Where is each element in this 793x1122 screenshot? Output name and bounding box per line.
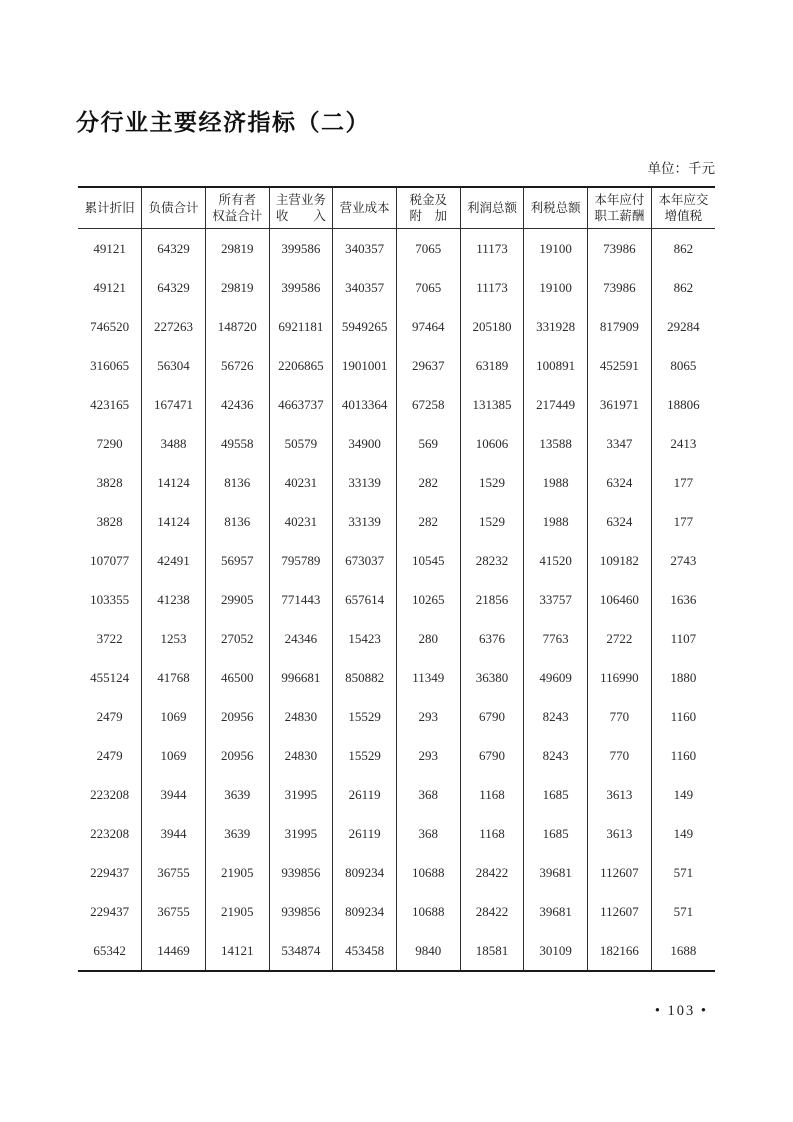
table-cell: 8243	[524, 697, 588, 736]
table-cell: 11173	[460, 268, 524, 307]
table-cell: 1685	[524, 814, 588, 853]
table-cell: 14469	[142, 931, 206, 971]
table-cell: 26119	[333, 775, 397, 814]
table-cell: 149	[651, 775, 715, 814]
table-cell: 2722	[588, 619, 652, 658]
table-row	[78, 424, 715, 463]
table-cell: 24346	[269, 619, 333, 658]
table-cell: 569	[396, 424, 460, 463]
table-cell: 100891	[524, 346, 588, 385]
table-row	[78, 463, 715, 502]
table-cell: 36755	[142, 892, 206, 931]
table-cell: 49609	[524, 658, 588, 697]
table-cell: 1529	[460, 502, 524, 541]
column-header: 营业成本	[333, 187, 397, 229]
table-cell: 34900	[333, 424, 397, 463]
table-cell: 6376	[460, 619, 524, 658]
table-cell: 280	[396, 619, 460, 658]
table-cell: 14124	[142, 463, 206, 502]
table-cell: 49121	[78, 229, 142, 269]
table-cell: 56304	[142, 346, 206, 385]
table-cell: 1685	[524, 775, 588, 814]
table-cell: 939856	[269, 892, 333, 931]
header-row	[78, 187, 715, 229]
table-cell: 8136	[205, 502, 269, 541]
table-row	[78, 580, 715, 619]
table-cell: 368	[396, 814, 460, 853]
table-cell: 1988	[524, 463, 588, 502]
table-cell: 28422	[460, 853, 524, 892]
table-cell: 24830	[269, 736, 333, 775]
column-header: 利润总额	[460, 187, 524, 229]
table-cell: 6921181	[269, 307, 333, 346]
table-cell: 26119	[333, 814, 397, 853]
table-cell: 2413	[651, 424, 715, 463]
table-row	[78, 307, 715, 346]
table-cell: 657614	[333, 580, 397, 619]
table-cell: 19100	[524, 229, 588, 269]
table-cell: 7290	[78, 424, 142, 463]
table-cell: 1688	[651, 931, 715, 971]
table-cell: 14124	[142, 502, 206, 541]
table-cell: 39681	[524, 892, 588, 931]
column-header: 负债合计	[142, 187, 206, 229]
table-cell: 3722	[78, 619, 142, 658]
table-row	[78, 541, 715, 580]
table-cell: 6324	[588, 502, 652, 541]
table-cell: 996681	[269, 658, 333, 697]
table-cell: 106460	[588, 580, 652, 619]
table-cell: 33757	[524, 580, 588, 619]
table-cell: 217449	[524, 385, 588, 424]
table-cell: 149	[651, 814, 715, 853]
table-cell: 73986	[588, 229, 652, 269]
table-cell: 862	[651, 268, 715, 307]
table-cell: 10265	[396, 580, 460, 619]
table-cell: 42436	[205, 385, 269, 424]
table-cell: 116990	[588, 658, 652, 697]
table-cell: 3944	[142, 814, 206, 853]
table-cell: 229437	[78, 892, 142, 931]
table-cell: 340357	[333, 229, 397, 269]
table-cell: 36755	[142, 853, 206, 892]
table-cell: 227263	[142, 307, 206, 346]
table-cell: 361971	[588, 385, 652, 424]
table-cell: 1529	[460, 463, 524, 502]
table-cell: 97464	[396, 307, 460, 346]
table-cell: 223208	[78, 814, 142, 853]
table-cell: 2743	[651, 541, 715, 580]
table-cell: 10688	[396, 853, 460, 892]
table-cell: 167471	[142, 385, 206, 424]
table-cell: 673037	[333, 541, 397, 580]
table-cell: 571	[651, 853, 715, 892]
table-cell: 862	[651, 229, 715, 269]
table-cell: 809234	[333, 853, 397, 892]
table-cell: 770	[588, 736, 652, 775]
table-cell: 293	[396, 736, 460, 775]
table-cell: 3828	[78, 502, 142, 541]
table-row	[78, 814, 715, 853]
table-cell: 8243	[524, 736, 588, 775]
table-cell: 15529	[333, 697, 397, 736]
table-body	[78, 229, 715, 972]
indicators-table	[78, 186, 715, 972]
table-header	[78, 187, 715, 229]
table-cell: 331928	[524, 307, 588, 346]
column-header: 累计折旧	[78, 187, 142, 229]
table-cell: 746520	[78, 307, 142, 346]
table-cell: 103355	[78, 580, 142, 619]
table-cell: 1160	[651, 697, 715, 736]
table-cell: 4013364	[333, 385, 397, 424]
table-cell: 340357	[333, 268, 397, 307]
table-row	[78, 736, 715, 775]
column-header: 主营业务 收 入	[269, 187, 333, 229]
table-cell: 148720	[205, 307, 269, 346]
table-cell: 29637	[396, 346, 460, 385]
table-cell: 24830	[269, 697, 333, 736]
table-cell: 3828	[78, 463, 142, 502]
table-cell: 809234	[333, 892, 397, 931]
table-cell: 453458	[333, 931, 397, 971]
table-cell: 21856	[460, 580, 524, 619]
table-cell: 2479	[78, 697, 142, 736]
table-cell: 56957	[205, 541, 269, 580]
table-cell: 64329	[142, 268, 206, 307]
table-cell: 2206865	[269, 346, 333, 385]
table-cell: 771443	[269, 580, 333, 619]
table-cell: 1069	[142, 736, 206, 775]
table-cell: 4663737	[269, 385, 333, 424]
table-cell: 65342	[78, 931, 142, 971]
table-cell: 8065	[651, 346, 715, 385]
table-cell: 29819	[205, 268, 269, 307]
table-cell: 316065	[78, 346, 142, 385]
table-cell: 3613	[588, 814, 652, 853]
table-cell: 11349	[396, 658, 460, 697]
table-cell: 40231	[269, 502, 333, 541]
column-header: 税金及 附 加	[396, 187, 460, 229]
table-cell: 1069	[142, 697, 206, 736]
table-cell: 27052	[205, 619, 269, 658]
table-cell: 107077	[78, 541, 142, 580]
column-header: 本年应付 职工薪酬	[588, 187, 652, 229]
table-cell: 30109	[524, 931, 588, 971]
table-cell: 1988	[524, 502, 588, 541]
table-cell: 50579	[269, 424, 333, 463]
table-cell: 28232	[460, 541, 524, 580]
table-cell: 293	[396, 697, 460, 736]
table-cell: 368	[396, 775, 460, 814]
table-cell: 14121	[205, 931, 269, 971]
table-cell: 10545	[396, 541, 460, 580]
table-row	[78, 775, 715, 814]
table-cell: 9840	[396, 931, 460, 971]
table-cell: 33139	[333, 502, 397, 541]
table-cell: 1253	[142, 619, 206, 658]
table-cell: 40231	[269, 463, 333, 502]
table-cell: 20956	[205, 697, 269, 736]
table-cell: 33139	[333, 463, 397, 502]
table-cell: 399586	[269, 268, 333, 307]
table-cell: 182166	[588, 931, 652, 971]
table-cell: 49558	[205, 424, 269, 463]
table-row	[78, 346, 715, 385]
table-cell: 3639	[205, 814, 269, 853]
table-cell: 41768	[142, 658, 206, 697]
table-row	[78, 268, 715, 307]
table-cell: 817909	[588, 307, 652, 346]
table-cell: 399586	[269, 229, 333, 269]
table-cell: 10688	[396, 892, 460, 931]
table-cell: 46500	[205, 658, 269, 697]
table-cell: 6790	[460, 697, 524, 736]
page-number: • 103 •	[654, 1003, 708, 1019]
page-title: 分行业主要经济指标（二）	[76, 110, 370, 135]
table-cell: 455124	[78, 658, 142, 697]
table-cell: 18806	[651, 385, 715, 424]
table-row	[78, 619, 715, 658]
table-cell: 31995	[269, 814, 333, 853]
table-cell: 41520	[524, 541, 588, 580]
table-cell: 29905	[205, 580, 269, 619]
table-cell: 41238	[142, 580, 206, 619]
table-cell: 1901001	[333, 346, 397, 385]
table-cell: 534874	[269, 931, 333, 971]
table-cell: 112607	[588, 853, 652, 892]
table-cell: 3613	[588, 775, 652, 814]
table-cell: 11173	[460, 229, 524, 269]
table-cell: 6324	[588, 463, 652, 502]
table-cell: 29819	[205, 229, 269, 269]
table-row	[78, 931, 715, 971]
table-cell: 67258	[396, 385, 460, 424]
table-cell: 3488	[142, 424, 206, 463]
table-cell: 7065	[396, 268, 460, 307]
table-cell: 5949265	[333, 307, 397, 346]
table-row	[78, 385, 715, 424]
table-cell: 223208	[78, 775, 142, 814]
table-cell: 15529	[333, 736, 397, 775]
table-cell: 939856	[269, 853, 333, 892]
table-cell: 28422	[460, 892, 524, 931]
table-cell: 452591	[588, 346, 652, 385]
table-cell: 2479	[78, 736, 142, 775]
table-cell: 15423	[333, 619, 397, 658]
table-cell: 63189	[460, 346, 524, 385]
table-cell: 112607	[588, 892, 652, 931]
table-row	[78, 892, 715, 931]
table-cell: 20956	[205, 736, 269, 775]
table-cell: 1168	[460, 814, 524, 853]
table-cell: 177	[651, 502, 715, 541]
table-cell: 18581	[460, 931, 524, 971]
table-cell: 3347	[588, 424, 652, 463]
table-cell: 29284	[651, 307, 715, 346]
table-cell: 3944	[142, 775, 206, 814]
table-cell: 1160	[651, 736, 715, 775]
table-cell: 1636	[651, 580, 715, 619]
table-cell: 1880	[651, 658, 715, 697]
table-cell: 177	[651, 463, 715, 502]
table-cell: 10606	[460, 424, 524, 463]
table-cell: 21905	[205, 892, 269, 931]
table-cell: 205180	[460, 307, 524, 346]
table-cell: 42491	[142, 541, 206, 580]
unit-label: 单位：千元	[647, 161, 715, 176]
table-cell: 56726	[205, 346, 269, 385]
table-cell: 21905	[205, 853, 269, 892]
column-header: 本年应交 增值税	[651, 187, 715, 229]
table-row	[78, 229, 715, 269]
column-header: 所有者 权益合计	[205, 187, 269, 229]
table-cell: 1168	[460, 775, 524, 814]
table-row	[78, 853, 715, 892]
table-row	[78, 502, 715, 541]
table-cell: 64329	[142, 229, 206, 269]
table-cell: 1107	[651, 619, 715, 658]
table-cell: 423165	[78, 385, 142, 424]
table-cell: 850882	[333, 658, 397, 697]
table-cell: 282	[396, 463, 460, 502]
table-cell: 36380	[460, 658, 524, 697]
table-cell: 795789	[269, 541, 333, 580]
table-cell: 131385	[460, 385, 524, 424]
table-cell: 229437	[78, 853, 142, 892]
table-cell: 109182	[588, 541, 652, 580]
table-cell: 571	[651, 892, 715, 931]
table-cell: 19100	[524, 268, 588, 307]
table-cell: 73986	[588, 268, 652, 307]
table-cell: 13588	[524, 424, 588, 463]
table-cell: 770	[588, 697, 652, 736]
table-cell: 31995	[269, 775, 333, 814]
table-cell: 282	[396, 502, 460, 541]
table-row	[78, 658, 715, 697]
table-row	[78, 697, 715, 736]
table-cell: 6790	[460, 736, 524, 775]
column-header: 利税总额	[524, 187, 588, 229]
table-cell: 8136	[205, 463, 269, 502]
table-cell: 39681	[524, 853, 588, 892]
table-cell: 49121	[78, 268, 142, 307]
table-cell: 7065	[396, 229, 460, 269]
table-cell: 7763	[524, 619, 588, 658]
table-cell: 3639	[205, 775, 269, 814]
